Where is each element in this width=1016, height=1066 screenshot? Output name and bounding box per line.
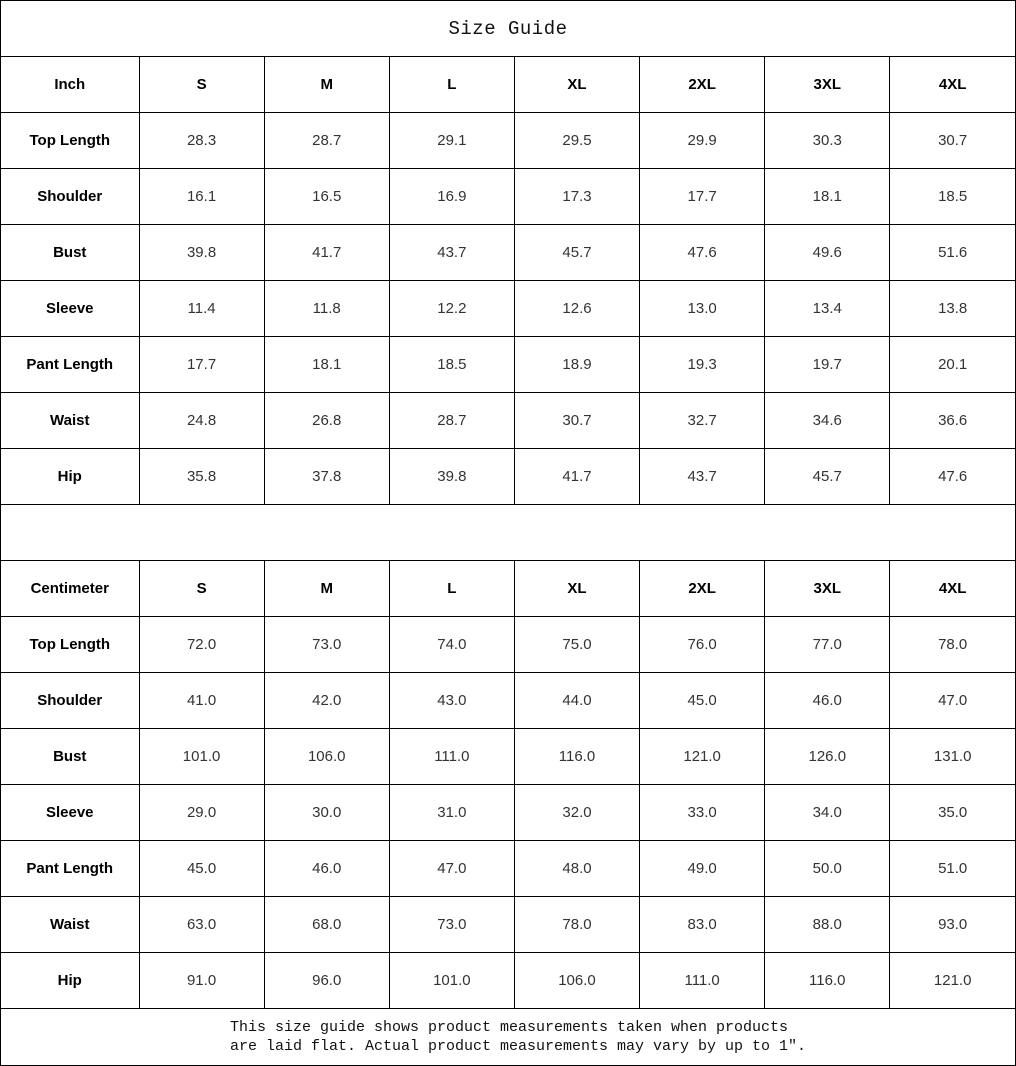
row-label: Sleeve <box>1 785 139 841</box>
table-cell: 51.6 <box>890 225 1015 281</box>
table-cell: 17.7 <box>139 337 264 393</box>
row-label: Top Length <box>1 617 139 673</box>
table-cell: 111.0 <box>389 729 514 785</box>
table-cell: 63.0 <box>139 897 264 953</box>
table-cell: 12.6 <box>514 281 639 337</box>
table-cell: 13.8 <box>890 281 1015 337</box>
table-cell: 34.0 <box>765 785 890 841</box>
row-label: Waist <box>1 393 139 449</box>
footnote-line-2: are laid flat. Actual product measurements may vary by up to 1″. <box>229 1038 807 1055</box>
table-row <box>1 617 1015 673</box>
table-cell: 30.0 <box>264 785 389 841</box>
table-cell: 32.0 <box>514 785 639 841</box>
table-cell: 77.0 <box>765 617 890 673</box>
header-row <box>1 57 1015 113</box>
table-cell: 45.7 <box>514 225 639 281</box>
table-cell: 41.7 <box>264 225 389 281</box>
table-row <box>1 393 1015 449</box>
row-label: Bust <box>1 225 139 281</box>
table-cell: 68.0 <box>264 897 389 953</box>
table-cell: 51.0 <box>890 841 1015 897</box>
table-cell: 45.0 <box>139 841 264 897</box>
table-row <box>1 337 1015 393</box>
cm-size-table <box>1 561 1015 1009</box>
table-cell: 93.0 <box>890 897 1015 953</box>
table-cell: 17.7 <box>640 169 765 225</box>
row-label: Waist <box>1 897 139 953</box>
table-cell: 73.0 <box>264 617 389 673</box>
footnote-line-1: This size guide shows product measurements taken when products <box>229 1019 789 1036</box>
column-header: L <box>389 57 514 113</box>
table-cell: 131.0 <box>890 729 1015 785</box>
table-cell: 19.7 <box>765 337 890 393</box>
row-label: Pant Length <box>1 841 139 897</box>
table-row <box>1 281 1015 337</box>
table-row <box>1 953 1015 1009</box>
table-cell: 106.0 <box>514 953 639 1009</box>
table-cell: 101.0 <box>139 729 264 785</box>
table-row <box>1 169 1015 225</box>
column-header: S <box>139 57 264 113</box>
table-cell: 37.8 <box>264 449 389 505</box>
table-cell: 46.0 <box>765 673 890 729</box>
table-cell: 116.0 <box>514 729 639 785</box>
size-guide-footnote <box>1 1009 1015 1065</box>
table-cell: 101.0 <box>389 953 514 1009</box>
table-cell: 24.8 <box>139 393 264 449</box>
table-cell: 12.2 <box>389 281 514 337</box>
table-cell: 32.7 <box>640 393 765 449</box>
table-cell: 18.5 <box>389 337 514 393</box>
column-header: 3XL <box>765 57 890 113</box>
table-cell: 116.0 <box>765 953 890 1009</box>
table-cell: 33.0 <box>640 785 765 841</box>
table-cell: 111.0 <box>640 953 765 1009</box>
table-cell: 18.1 <box>765 169 890 225</box>
table-cell: 43.0 <box>389 673 514 729</box>
row-label: Bust <box>1 729 139 785</box>
table-cell: 83.0 <box>640 897 765 953</box>
table-cell: 30.7 <box>890 113 1015 169</box>
unit-header: Inch <box>1 57 139 113</box>
column-header: M <box>264 57 389 113</box>
column-header: 4XL <box>890 57 1015 113</box>
table-cell: 45.7 <box>765 449 890 505</box>
table-cell: 11.8 <box>264 281 389 337</box>
table-cell: 45.0 <box>640 673 765 729</box>
table-cell: 30.7 <box>514 393 639 449</box>
table-cell: 19.3 <box>640 337 765 393</box>
row-label: Hip <box>1 449 139 505</box>
table-cell: 16.9 <box>389 169 514 225</box>
table-cell: 11.4 <box>139 281 264 337</box>
table-cell: 47.0 <box>389 841 514 897</box>
table-cell: 30.3 <box>765 113 890 169</box>
table-cell: 48.0 <box>514 841 639 897</box>
column-header: M <box>264 561 389 617</box>
table-cell: 20.1 <box>890 337 1015 393</box>
table-cell: 17.3 <box>514 169 639 225</box>
row-label: Sleeve <box>1 281 139 337</box>
table-cell: 28.7 <box>264 113 389 169</box>
table-cell: 34.6 <box>765 393 890 449</box>
column-header: XL <box>514 561 639 617</box>
table-cell: 28.3 <box>139 113 264 169</box>
table-cell: 49.0 <box>640 841 765 897</box>
table-cell: 47.6 <box>890 449 1015 505</box>
table-cell: 43.7 <box>389 225 514 281</box>
table-cell: 74.0 <box>389 617 514 673</box>
table-cell: 26.8 <box>264 393 389 449</box>
table-cell: 126.0 <box>765 729 890 785</box>
table-row <box>1 729 1015 785</box>
table-cell: 96.0 <box>264 953 389 1009</box>
table-cell: 35.0 <box>890 785 1015 841</box>
table-row <box>1 225 1015 281</box>
column-header: S <box>139 561 264 617</box>
table-cell: 121.0 <box>640 729 765 785</box>
table-cell: 16.5 <box>264 169 389 225</box>
table-cell: 29.1 <box>389 113 514 169</box>
table-cell: 121.0 <box>890 953 1015 1009</box>
inch-size-table <box>1 57 1015 505</box>
column-header: 3XL <box>765 561 890 617</box>
table-cell: 78.0 <box>514 897 639 953</box>
table-cell: 78.0 <box>890 617 1015 673</box>
table-cell: 29.5 <box>514 113 639 169</box>
table-cell: 73.0 <box>389 897 514 953</box>
table-cell: 18.5 <box>890 169 1015 225</box>
column-header: 2XL <box>640 57 765 113</box>
table-cell: 18.9 <box>514 337 639 393</box>
table-row <box>1 841 1015 897</box>
table-cell: 50.0 <box>765 841 890 897</box>
table-spacer <box>1 505 1015 561</box>
table-cell: 31.0 <box>389 785 514 841</box>
table-cell: 47.6 <box>640 225 765 281</box>
table-cell: 47.0 <box>890 673 1015 729</box>
row-label: Hip <box>1 953 139 1009</box>
header-row <box>1 561 1015 617</box>
table-cell: 42.0 <box>264 673 389 729</box>
table-row <box>1 897 1015 953</box>
table-row <box>1 785 1015 841</box>
table-cell: 43.7 <box>640 449 765 505</box>
column-header: L <box>389 561 514 617</box>
table-cell: 36.6 <box>890 393 1015 449</box>
table-cell: 29.9 <box>640 113 765 169</box>
row-label: Top Length <box>1 113 139 169</box>
column-header: 4XL <box>890 561 1015 617</box>
table-cell: 91.0 <box>139 953 264 1009</box>
table-cell: 13.4 <box>765 281 890 337</box>
table-cell: 49.6 <box>765 225 890 281</box>
table-cell: 16.1 <box>139 169 264 225</box>
column-header: 2XL <box>640 561 765 617</box>
table-cell: 106.0 <box>264 729 389 785</box>
table-cell: 88.0 <box>765 897 890 953</box>
table-cell: 44.0 <box>514 673 639 729</box>
table-row <box>1 673 1015 729</box>
table-cell: 41.0 <box>139 673 264 729</box>
table-row <box>1 449 1015 505</box>
table-cell: 29.0 <box>139 785 264 841</box>
row-label: Shoulder <box>1 673 139 729</box>
table-cell: 18.1 <box>264 337 389 393</box>
table-cell: 28.7 <box>389 393 514 449</box>
table-cell: 75.0 <box>514 617 639 673</box>
table-cell: 35.8 <box>139 449 264 505</box>
row-label: Shoulder <box>1 169 139 225</box>
table-cell: 76.0 <box>640 617 765 673</box>
table-cell: 72.0 <box>139 617 264 673</box>
column-header: XL <box>514 57 639 113</box>
table-cell: 39.8 <box>389 449 514 505</box>
table-cell: 41.7 <box>514 449 639 505</box>
unit-header: Centimeter <box>1 561 139 617</box>
table-cell: 39.8 <box>139 225 264 281</box>
table-row <box>1 113 1015 169</box>
row-label: Pant Length <box>1 337 139 393</box>
size-guide-title: Size Guide <box>1 1 1015 57</box>
table-cell: 13.0 <box>640 281 765 337</box>
table-cell: 46.0 <box>264 841 389 897</box>
